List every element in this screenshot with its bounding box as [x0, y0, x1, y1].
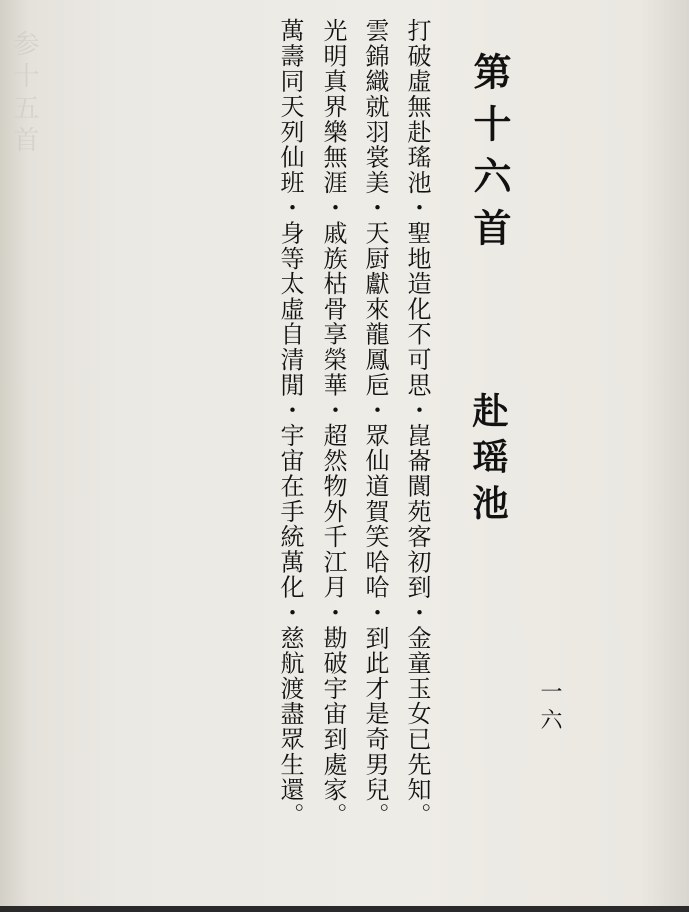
poem-title: 第十六首 [467, 52, 512, 260]
poem-column-2: 雲錦織就羽裳美・天厨獻來龍鳳巵・眾仙道賀笑哈哈・到此才是奇男兒。 [361, 18, 389, 828]
poem-column-4: 萬壽同天列仙班・身等太虛自清閒・宇宙在手統萬化・慈航渡盡眾生還。 [276, 18, 304, 828]
page-number: 一六 [537, 680, 562, 736]
bleed-through-text: 参十五首 [9, 30, 39, 158]
page-bottom-edge [0, 906, 689, 912]
poem-column-1: 打破虛無赴瑤池・聖地造化不可思・崑崙閬苑客初到・金童玉女已先知。 [403, 18, 431, 828]
poem-column-3: 光明真界樂無涯・戚族枯骨享榮華・超然物外千江月・勘破宇宙到處家。 [319, 18, 347, 828]
poem-subtitle: 赴瑶池 [467, 392, 509, 530]
